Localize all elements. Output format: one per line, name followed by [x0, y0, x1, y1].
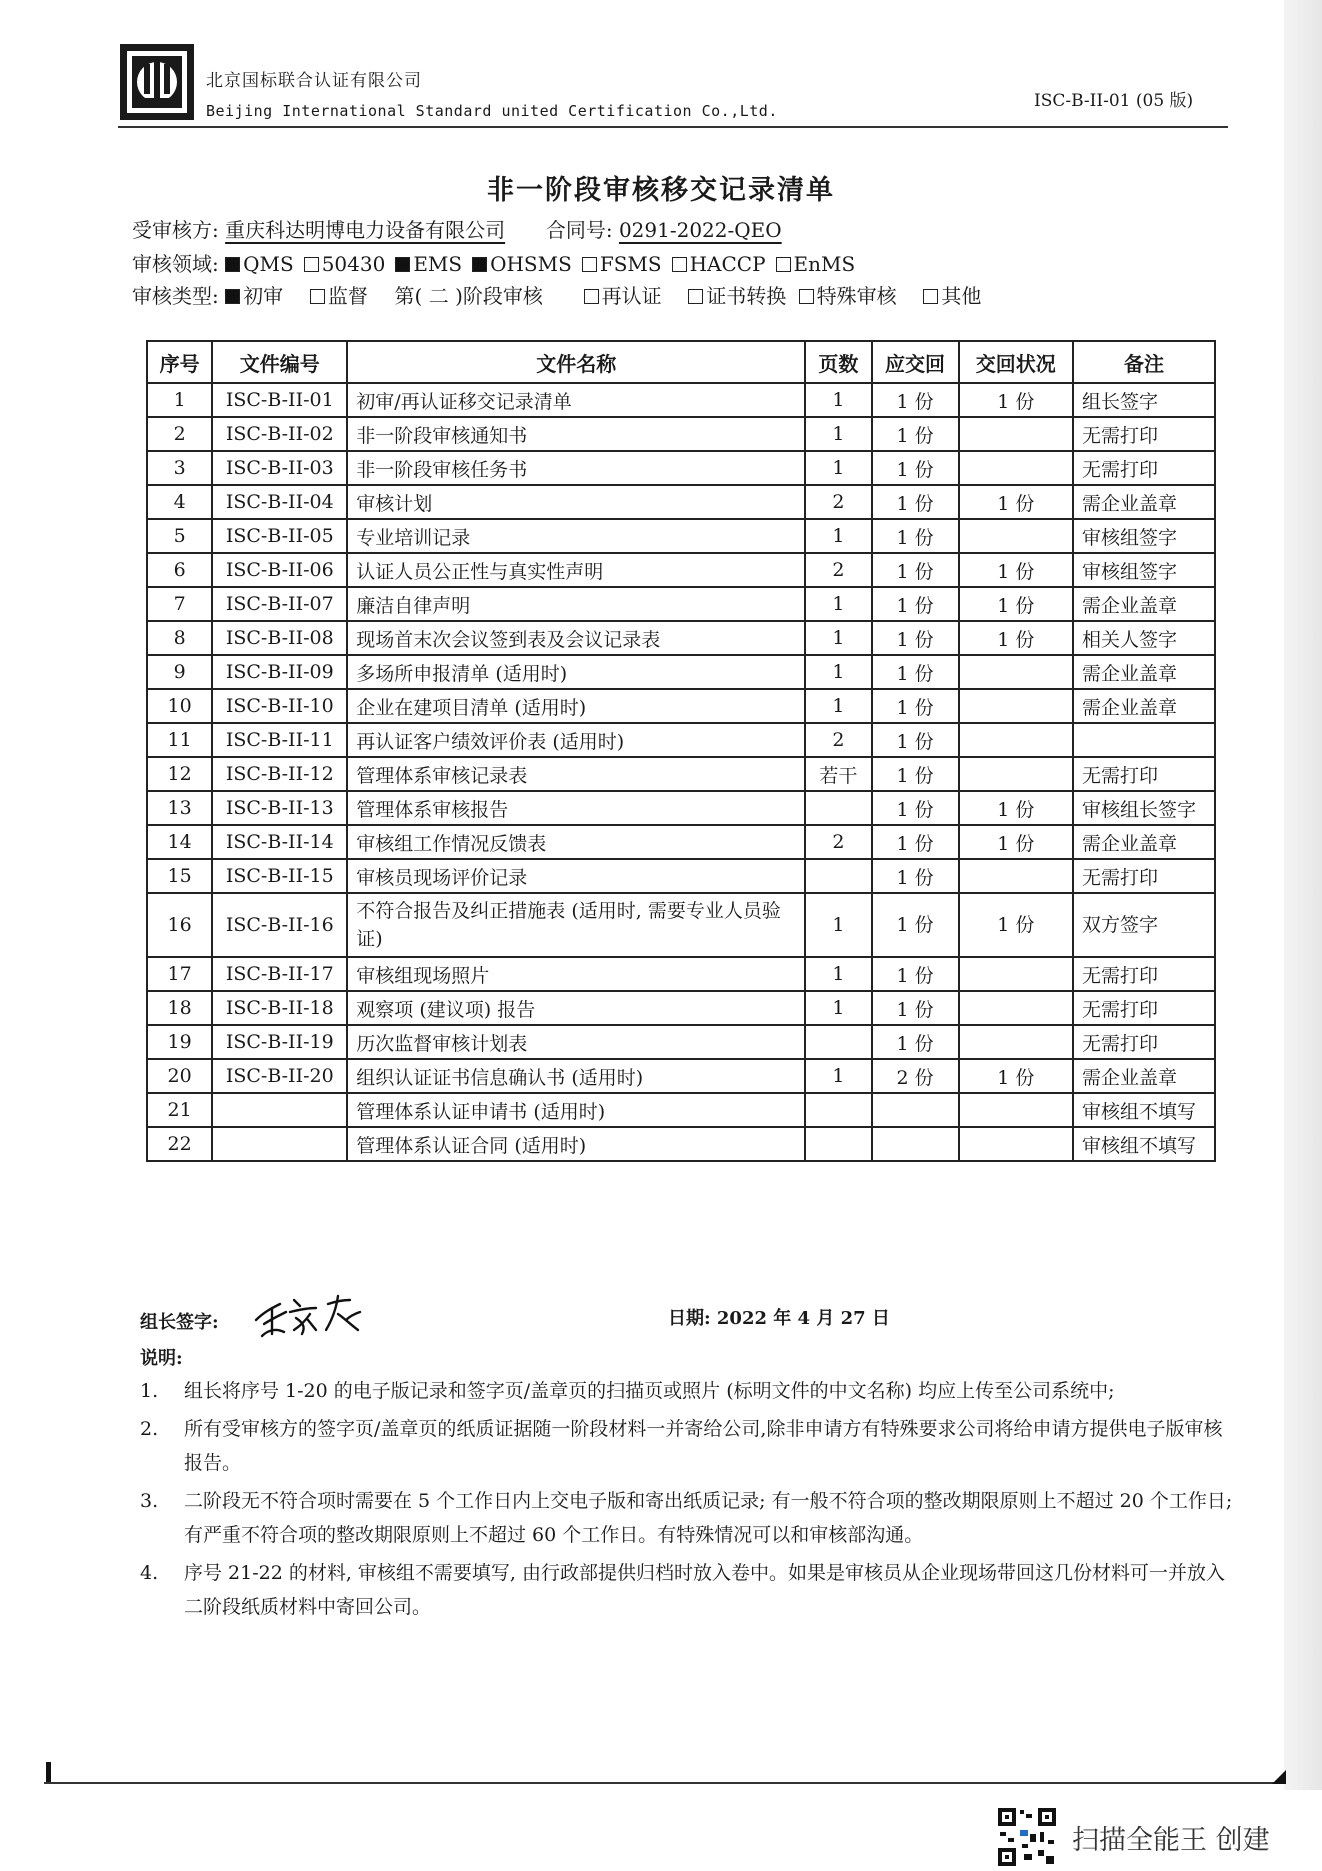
cell-returned: [959, 1025, 1073, 1059]
cell-remark: 无需打印: [1073, 957, 1215, 991]
cell-due: [872, 1127, 959, 1161]
cell-returned: [959, 689, 1073, 723]
cell-code: ISC-B-II-09: [212, 655, 347, 689]
document-code: ISC-B-II-01 (05 版): [1034, 91, 1194, 111]
note-number: 4.: [140, 1562, 159, 1584]
cell-remark: 无需打印: [1073, 451, 1215, 485]
company-name-en: Beijing International Standard united Certification Co.,Ltd.: [206, 102, 778, 120]
sign-date: 日期: 2022 年 4 月 27 日: [668, 1308, 890, 1329]
cell-remark: 需企业盖章: [1073, 825, 1215, 859]
col-header-no: 序号: [147, 341, 212, 383]
cell-pages: 若干: [805, 757, 871, 791]
domain-checkbox-ems[interactable]: [395, 257, 410, 272]
note-item: [140, 1484, 1240, 1552]
note-item: [140, 1412, 1240, 1480]
cell-no: 6: [147, 553, 212, 587]
cell-remark: 无需打印: [1073, 859, 1215, 893]
cell-no: 3: [147, 451, 212, 485]
cell-due: 1 份: [872, 519, 959, 553]
domain-checkbox-50430[interactable]: [304, 257, 319, 272]
scan-corner-mark-left: [46, 1762, 51, 1784]
cell-remark: 审核组签字: [1073, 553, 1215, 587]
cell-remark: 需企业盖章: [1073, 1059, 1215, 1093]
cell-due: 1 份: [872, 655, 959, 689]
cell-no: 2: [147, 417, 212, 451]
cell-no: 21: [147, 1093, 212, 1127]
cell-pages: 1: [805, 451, 871, 485]
page-bottom-line: [44, 1782, 1284, 1784]
cell-returned: [959, 519, 1073, 553]
note-item: [140, 1374, 1240, 1408]
domain-label-fsms: FSMS: [599, 252, 662, 276]
cell-code: ISC-B-II-06: [212, 553, 347, 587]
audit-domain-row: [132, 248, 865, 277]
cell-remark: 审核组长签字: [1073, 791, 1215, 825]
table-row: [147, 553, 1215, 587]
scan-corner-mark-right: [1272, 1770, 1286, 1784]
table-row: [147, 1127, 1215, 1161]
domain-checkbox-ohsms[interactable]: [472, 257, 487, 272]
cell-name: 审核组工作情况反馈表: [347, 825, 805, 859]
cell-pages: 1: [805, 621, 871, 655]
cell-remark: 审核组不填写: [1073, 1093, 1215, 1127]
cell-returned: [959, 1127, 1073, 1161]
cell-code: [212, 1127, 347, 1161]
cell-code: ISC-B-II-13: [212, 791, 347, 825]
note-text: 组长将序号 1-20 的电子版记录和签字页/盖章页的扫描页或照片 (标明文件的中文名称) 均应上传至公司系统中;: [184, 1380, 1115, 1402]
table-row: [147, 893, 1215, 957]
company-name-cn: 北京国标联合认证有限公司: [206, 71, 422, 91]
cell-remark: 组长签字: [1073, 383, 1215, 417]
table-header-row: [147, 341, 1215, 383]
cell-name: 管理体系认证申请书 (适用时): [347, 1093, 805, 1127]
cell-returned: 1 份: [959, 1059, 1073, 1093]
cell-no: 16: [147, 893, 212, 957]
cell-no: 5: [147, 519, 212, 553]
cell-due: 1 份: [872, 723, 959, 757]
cell-returned: [959, 859, 1073, 893]
domain-label: 审核领域:: [132, 252, 219, 276]
cell-returned: 1 份: [959, 587, 1073, 621]
type-transfer-label: 证书转换: [706, 284, 787, 308]
domain-label-qms: QMS: [243, 252, 294, 276]
table-row: [147, 991, 1215, 1025]
cell-returned: 1 份: [959, 791, 1073, 825]
type-surveillance-label: 监督: [327, 284, 368, 308]
cell-code: ISC-B-II-20: [212, 1059, 347, 1093]
domain-label-50430: 50430: [321, 252, 386, 276]
col-header-returned: 交回状况: [959, 341, 1073, 383]
domain-list: [225, 252, 865, 276]
cell-remark: 需企业盖章: [1073, 655, 1215, 689]
cell-no: 4: [147, 485, 212, 519]
table-row: [147, 655, 1215, 689]
type-special-checkbox[interactable]: [799, 289, 814, 304]
cell-name: 多场所申报清单 (适用时): [347, 655, 805, 689]
note-number: 1.: [140, 1380, 159, 1402]
col-header-due: 应交回: [872, 341, 959, 383]
cell-returned: 1 份: [959, 485, 1073, 519]
table-row: [147, 485, 1215, 519]
cell-name: 初审/再认证移交记录清单: [347, 383, 805, 417]
cell-code: ISC-B-II-07: [212, 587, 347, 621]
table-row: [147, 957, 1215, 991]
cell-returned: [959, 655, 1073, 689]
domain-label-ohsms: OHSMS: [490, 252, 572, 276]
cell-name: 管理体系审核报告: [347, 791, 805, 825]
cell-remark: [1073, 723, 1215, 757]
domain-label-enms: EnMS: [793, 252, 856, 276]
form-title: 非一阶段审核移交记录清单: [487, 175, 835, 206]
note-text: 所有受审核方的签字页/盖章页的纸质证据随一阶段材料一并寄给公司,除非申请方有特殊要求公司将给申请方提供电子版审核报告。: [184, 1418, 1223, 1474]
cell-due: 1 份: [872, 991, 959, 1025]
cell-code: ISC-B-II-03: [212, 451, 347, 485]
cell-code: ISC-B-II-04: [212, 485, 347, 519]
cell-name: 管理体系认证合同 (适用时): [347, 1127, 805, 1161]
cell-returned: [959, 991, 1073, 1025]
transfer-record-table: [146, 340, 1216, 1162]
contract-value: 0291-2022-QEO: [618, 218, 782, 242]
cell-pages: [805, 1093, 871, 1127]
cell-returned: [959, 451, 1073, 485]
cell-remark: 需企业盖章: [1073, 485, 1215, 519]
type-other-label: 其他: [941, 284, 982, 308]
cell-pages: 2: [805, 825, 871, 859]
cell-remark: 无需打印: [1073, 1025, 1215, 1059]
cell-code: ISC-B-II-02: [212, 417, 347, 451]
table-row: [147, 825, 1215, 859]
cell-remark: 审核组不填写: [1073, 1127, 1215, 1161]
cell-name: 审核计划: [347, 485, 805, 519]
cell-name: 审核组现场照片: [347, 957, 805, 991]
domain-label-haccp: HACCP: [689, 252, 766, 276]
cell-due: 1 份: [872, 451, 959, 485]
cell-code: ISC-B-II-12: [212, 757, 347, 791]
cell-remark: 无需打印: [1073, 417, 1215, 451]
auditee-label: 受审核方:: [132, 218, 219, 242]
cell-no: 12: [147, 757, 212, 791]
cell-due: 1 份: [872, 825, 959, 859]
leader-signature: [250, 1290, 368, 1340]
cell-name: 现场首末次会议签到表及会议记录表: [347, 621, 805, 655]
cell-pages: 1: [805, 655, 871, 689]
cell-no: 11: [147, 723, 212, 757]
domain-label-ems: EMS: [413, 252, 463, 276]
type-other-checkbox[interactable]: [923, 289, 938, 304]
type-recert-checkbox[interactable]: [584, 289, 599, 304]
cell-pages: 2: [805, 553, 871, 587]
cell-no: 17: [147, 957, 212, 991]
cell-code: ISC-B-II-08: [212, 621, 347, 655]
cell-code: ISC-B-II-01: [212, 383, 347, 417]
cell-code: ISC-B-II-17: [212, 957, 347, 991]
cell-pages: 1: [805, 689, 871, 723]
cell-code: ISC-B-II-10: [212, 689, 347, 723]
table-row: [147, 689, 1215, 723]
cell-no: 7: [147, 587, 212, 621]
type-surveillance-checkbox[interactable]: [310, 289, 325, 304]
cell-no: 15: [147, 859, 212, 893]
cell-name: 廉洁自律声明: [347, 587, 805, 621]
cell-pages: 1: [805, 519, 871, 553]
cell-pages: [805, 859, 871, 893]
cell-returned: 1 份: [959, 825, 1073, 859]
table-row: [147, 621, 1215, 655]
cell-remark: 审核组签字: [1073, 519, 1215, 553]
cell-remark: 无需打印: [1073, 991, 1215, 1025]
col-header-remark: 备注: [1073, 341, 1215, 383]
cell-name: 不符合报告及纠正措施表 (适用时, 需要专业人员验证): [347, 893, 805, 957]
cell-returned: 1 份: [959, 383, 1073, 417]
table-row: [147, 587, 1215, 621]
cell-due: 1 份: [872, 621, 959, 655]
col-header-code: 文件编号: [212, 341, 347, 383]
cell-remark: 相关人签字: [1073, 621, 1215, 655]
cell-name: 认证人员公正性与真实性声明: [347, 553, 805, 587]
type-initial-checkbox[interactable]: [225, 289, 240, 304]
cell-name: 组织认证证书信息确认书 (适用时): [347, 1059, 805, 1093]
cell-code: ISC-B-II-19: [212, 1025, 347, 1059]
cell-pages: [805, 1127, 871, 1161]
table-row: [147, 417, 1215, 451]
col-header-name: 文件名称: [347, 341, 805, 383]
auditee-value: 重庆科达明博电力设备有限公司: [225, 218, 506, 242]
type-recert-label: 再认证: [601, 284, 662, 308]
cell-due: 1 份: [872, 553, 959, 587]
cell-no: 13: [147, 791, 212, 825]
cell-due: 1 份: [872, 1025, 959, 1059]
cell-remark: 双方签字: [1073, 893, 1215, 957]
cell-due: 1 份: [872, 757, 959, 791]
cell-due: 1 份: [872, 689, 959, 723]
cell-due: 1 份: [872, 957, 959, 991]
scan-edge: [1284, 0, 1322, 1790]
cell-returned: 1 份: [959, 893, 1073, 957]
cell-returned: [959, 757, 1073, 791]
cell-no: 14: [147, 825, 212, 859]
cell-name: 审核员现场评价记录: [347, 859, 805, 893]
table-row: [147, 451, 1215, 485]
cell-name: 非一阶段审核通知书: [347, 417, 805, 451]
cell-code: ISC-B-II-11: [212, 723, 347, 757]
cell-name: 观察项 (建议项) 报告: [347, 991, 805, 1025]
cell-pages: [805, 791, 871, 825]
table-row: [147, 859, 1215, 893]
cell-no: 9: [147, 655, 212, 689]
cell-pages: 2: [805, 723, 871, 757]
cell-remark: 无需打印: [1073, 757, 1215, 791]
cell-code: ISC-B-II-15: [212, 859, 347, 893]
type-stage-label: 第( 二 )阶段审核: [394, 284, 543, 308]
domain-checkbox-fsms[interactable]: [582, 257, 597, 272]
cell-pages: 1: [805, 991, 871, 1025]
table-row: [147, 1059, 1215, 1093]
audit-type-row: [132, 280, 981, 309]
cell-remark: 需企业盖章: [1073, 689, 1215, 723]
domain-checkbox-qms[interactable]: [225, 257, 240, 272]
header-divider: [118, 126, 1228, 128]
cell-pages: 1: [805, 587, 871, 621]
cell-name: 再认证客户绩效评价表 (适用时): [347, 723, 805, 757]
cell-pages: 1: [805, 1059, 871, 1093]
type-initial-label: 初审: [243, 284, 284, 308]
cell-no: 20: [147, 1059, 212, 1093]
cell-no: 1: [147, 383, 212, 417]
cell-no: 22: [147, 1127, 212, 1161]
cell-no: 18: [147, 991, 212, 1025]
cell-pages: [805, 1025, 871, 1059]
cell-no: 8: [147, 621, 212, 655]
col-header-pages: 页数: [805, 341, 871, 383]
note-number: 2.: [140, 1418, 159, 1440]
cell-due: 1 份: [872, 417, 959, 451]
table-row: [147, 757, 1215, 791]
notes-list: [140, 1374, 1240, 1628]
auditee-row: [132, 214, 782, 243]
type-special-label: 特殊审核: [816, 284, 897, 308]
cell-returned: 1 份: [959, 621, 1073, 655]
table-row: [147, 723, 1215, 757]
table-row: [147, 383, 1215, 417]
table-row: [147, 791, 1215, 825]
note-text: 二阶段无不符合项时需要在 5 个工作日内上交电子版和寄出纸质记录; 有一般不符合项的整改期限原则上不超过 20 个工作日; 有严重不符合项的整改期限原则上不超过 60 个工作日。有特殊情况可以和审核部沟通。: [184, 1490, 1233, 1546]
cell-returned: [959, 723, 1073, 757]
table-body: [147, 383, 1215, 1161]
cell-pages: 1: [805, 383, 871, 417]
cell-returned: 1 份: [959, 553, 1073, 587]
note-number: 3.: [140, 1490, 159, 1512]
leader-signature-label: 组长签字:: [140, 1312, 219, 1333]
cell-name: 非一阶段审核任务书: [347, 451, 805, 485]
cell-pages: 1: [805, 957, 871, 991]
note-text: 序号 21-22 的材料, 审核组不需要填写, 由行政部提供归档时放入卷中。如果是审核员从企业现场带回这几份材料可一并放入二阶段纸质材料中寄回公司。: [184, 1562, 1226, 1618]
cell-returned: [959, 957, 1073, 991]
cell-pages: 1: [805, 893, 871, 957]
cell-code: [212, 1093, 347, 1127]
type-label: 审核类型:: [132, 284, 219, 308]
cell-returned: [959, 417, 1073, 451]
cell-name: 历次监督审核计划表: [347, 1025, 805, 1059]
cell-name: 专业培训记录: [347, 519, 805, 553]
cell-due: 1 份: [872, 485, 959, 519]
cell-due: 1 份: [872, 859, 959, 893]
notes-title: 说明:: [140, 1348, 183, 1369]
cell-returned: [959, 1093, 1073, 1127]
domain-checkbox-haccp[interactable]: [672, 257, 687, 272]
cell-code: ISC-B-II-16: [212, 893, 347, 957]
table-row: [147, 519, 1215, 553]
contract-label: 合同号:: [545, 218, 613, 242]
cell-code: ISC-B-II-14: [212, 825, 347, 859]
company-logo-icon: [118, 42, 196, 122]
cell-name: 企业在建项目清单 (适用时): [347, 689, 805, 723]
type-transfer-checkbox[interactable]: [688, 289, 703, 304]
cell-due: [872, 1093, 959, 1127]
cell-no: 19: [147, 1025, 212, 1059]
cell-due: 1 份: [872, 791, 959, 825]
cell-code: ISC-B-II-18: [212, 991, 347, 1025]
cell-remark: 需企业盖章: [1073, 587, 1215, 621]
scanner-watermark: 扫描全能王 创建: [1072, 1825, 1270, 1856]
domain-checkbox-enms[interactable]: [776, 257, 791, 272]
cell-no: 10: [147, 689, 212, 723]
cell-name: 管理体系审核记录表: [347, 757, 805, 791]
cell-due: 1 份: [872, 587, 959, 621]
cell-due: 1 份: [872, 383, 959, 417]
table-row: [147, 1093, 1215, 1127]
cell-pages: 2: [805, 485, 871, 519]
cell-due: 1 份: [872, 893, 959, 957]
cell-code: ISC-B-II-05: [212, 519, 347, 553]
cell-due: 2 份: [872, 1059, 959, 1093]
table-row: [147, 1025, 1215, 1059]
note-item: [140, 1556, 1240, 1624]
qr-code-icon: [996, 1806, 1058, 1868]
cell-pages: 1: [805, 417, 871, 451]
